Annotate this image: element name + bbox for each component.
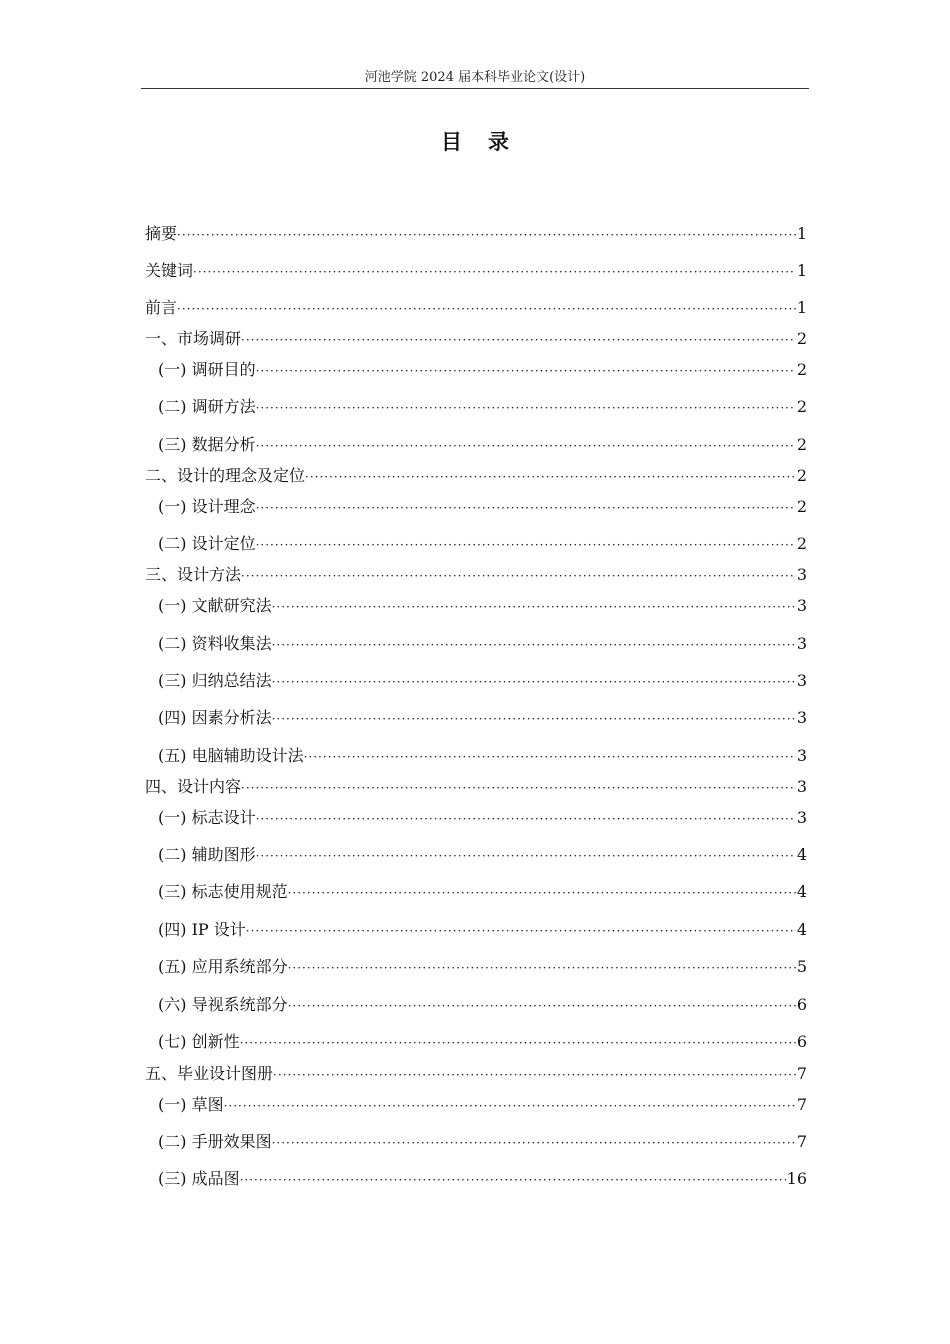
toc-entry-label: (一) 设计理念: [158, 497, 256, 516]
dot-leader: [256, 359, 796, 383]
toc-entry-page: 2: [796, 435, 807, 454]
toc-entry-label: 五、毕业设计图册: [145, 1064, 274, 1083]
dot-leader: [272, 670, 796, 694]
dot-leader: [272, 595, 796, 619]
toc-entry-4-2[interactable]: [158, 843, 807, 867]
toc-entry-label: (五) 应用系统部分: [158, 957, 288, 976]
toc-entry-section-5[interactable]: [145, 1062, 807, 1086]
dot-leader: [288, 881, 796, 905]
toc-entry-page: 3: [796, 708, 807, 727]
toc-entry-2-2[interactable]: [158, 532, 807, 556]
toc-entry-4-6[interactable]: [158, 993, 807, 1017]
toc-entry-label: 摘要: [145, 224, 178, 243]
toc-entry-page: 7: [796, 1064, 807, 1083]
dot-leader: [241, 564, 796, 588]
toc-entry-label: (一) 标志设计: [158, 808, 256, 827]
toc-entry-page: 3: [796, 634, 807, 653]
dot-leader: [256, 496, 796, 520]
toc-entry-label: (五) 电脑辅助设计法: [158, 746, 304, 765]
toc-entry-1-2[interactable]: [158, 395, 807, 419]
toc-entry-3-5[interactable]: [158, 744, 807, 768]
toc-entry-page: 7: [796, 1132, 807, 1151]
toc-entry-page: 1: [796, 298, 807, 317]
toc-entry-page: 1: [796, 224, 807, 243]
toc-entry-page: 1: [796, 261, 807, 280]
toc-entry-page: 6: [796, 1032, 807, 1051]
toc-entry-abstract[interactable]: [145, 222, 807, 246]
toc-entry-4-7[interactable]: [158, 1030, 807, 1054]
toc-entry-page: 3: [796, 565, 807, 584]
toc-entry-2-1[interactable]: [158, 495, 807, 519]
dot-leader: [288, 994, 796, 1018]
toc-entry-label: (一) 文献研究法: [158, 596, 272, 615]
toc-entry-label: (一) 草图: [158, 1095, 224, 1114]
dot-leader: [177, 297, 796, 321]
toc-entry-page: 4: [796, 882, 807, 901]
toc-entry-page: 2: [796, 466, 807, 485]
dot-leader: [256, 434, 796, 458]
toc-entry-label: (三) 归纳总结法: [158, 671, 272, 690]
toc-entry-page: 5: [796, 957, 807, 976]
toc-entry-page: 7: [796, 1095, 807, 1114]
toc-entry-4-1[interactable]: [158, 806, 807, 830]
toc-entry-label: (三) 成品图: [158, 1169, 240, 1188]
dot-leader: [240, 1031, 796, 1055]
dot-leader: [177, 223, 796, 247]
dot-leader: [256, 533, 796, 557]
toc-entry-label: (二) 调研方法: [158, 397, 256, 416]
toc-entry-page: 2: [796, 397, 807, 416]
toc-entry-label: (四) 因素分析法: [158, 708, 272, 727]
toc-entry-page: 3: [796, 808, 807, 827]
dot-leader: [273, 1063, 796, 1087]
toc-entry-5-1[interactable]: [158, 1093, 807, 1117]
dot-leader: [224, 1094, 796, 1118]
toc-entry-4-5[interactable]: [158, 955, 807, 979]
toc-entry-page: 3: [796, 671, 807, 690]
toc-entry-keywords[interactable]: [145, 259, 807, 283]
toc-entry-label: (三) 数据分析: [158, 435, 256, 454]
toc-entry-label: (四) IP 设计: [158, 920, 246, 939]
toc-entry-page: 2: [796, 534, 807, 553]
toc-entry-label: 一、市场调研: [145, 329, 242, 348]
dot-leader: [272, 633, 796, 657]
toc-entry-3-4[interactable]: [158, 706, 807, 730]
toc-entry-label: 前言: [145, 298, 178, 317]
toc-entry-label: (一) 调研目的: [158, 360, 256, 379]
toc-entry-page: 4: [796, 845, 807, 864]
dot-leader: [241, 776, 796, 800]
toc-entry-page: 2: [796, 329, 807, 348]
toc-entry-label: (二) 手册效果图: [158, 1132, 272, 1151]
toc-entry-section-4[interactable]: [145, 775, 807, 799]
toc-entry-section-3[interactable]: [145, 563, 807, 587]
toc-entry-4-4[interactable]: [158, 918, 807, 942]
dot-leader: [256, 396, 796, 420]
dot-leader: [288, 956, 796, 980]
dot-leader: [272, 707, 796, 731]
toc-entry-label: (六) 导视系统部分: [158, 995, 288, 1014]
dot-leader: [246, 919, 796, 943]
toc-entry-5-2[interactable]: [158, 1130, 807, 1154]
toc-entry-section-2[interactable]: [145, 464, 807, 488]
toc-entry-4-3[interactable]: [158, 880, 807, 904]
toc-entry-label: (二) 资料收集法: [158, 634, 272, 653]
dot-leader: [256, 807, 796, 831]
dot-leader: [193, 260, 796, 284]
toc-entry-label: (二) 辅助图形: [158, 845, 256, 864]
toc-entry-label: (七) 创新性: [158, 1032, 240, 1051]
toc-entry-label: 三、设计方法: [145, 565, 242, 584]
toc-entry-section-1[interactable]: [145, 327, 807, 351]
toc-entry-5-3[interactable]: [158, 1167, 807, 1191]
running-header: 河池学院 2024 届本科毕业论文(设计): [141, 68, 809, 89]
dot-leader: [256, 844, 796, 868]
toc-entry-preface[interactable]: [145, 296, 807, 320]
toc-entry-label: 四、设计内容: [145, 777, 242, 796]
toc-entry-label: (三) 标志使用规范: [158, 882, 288, 901]
dot-leader: [241, 328, 796, 352]
dot-leader: [304, 745, 796, 769]
page-title: 目录: [441, 130, 535, 154]
dot-leader: [305, 465, 796, 489]
toc-entry-label: 关键词: [145, 261, 194, 280]
toc-entry-page: 2: [796, 360, 807, 379]
toc-entry-page: 16: [786, 1169, 807, 1188]
toc-entry-label: 二、设计的理念及定位: [145, 466, 306, 485]
toc-entry-3-1[interactable]: [158, 594, 807, 618]
toc-entry-page: 6: [796, 995, 807, 1014]
dot-leader: [240, 1168, 786, 1192]
toc-entry-label: (二) 设计定位: [158, 534, 256, 553]
toc-entry-3-3[interactable]: [158, 669, 807, 693]
toc-entry-page: 4: [796, 920, 807, 939]
toc-entry-3-2[interactable]: [158, 632, 807, 656]
dot-leader: [272, 1131, 796, 1155]
toc-entry-page: 3: [796, 596, 807, 615]
toc-entry-1-3[interactable]: [158, 433, 807, 457]
toc-entry-page: 3: [796, 777, 807, 796]
toc-entry-page: 3: [796, 746, 807, 765]
toc-entry-page: 2: [796, 497, 807, 516]
toc-entry-1-1[interactable]: [158, 358, 807, 382]
